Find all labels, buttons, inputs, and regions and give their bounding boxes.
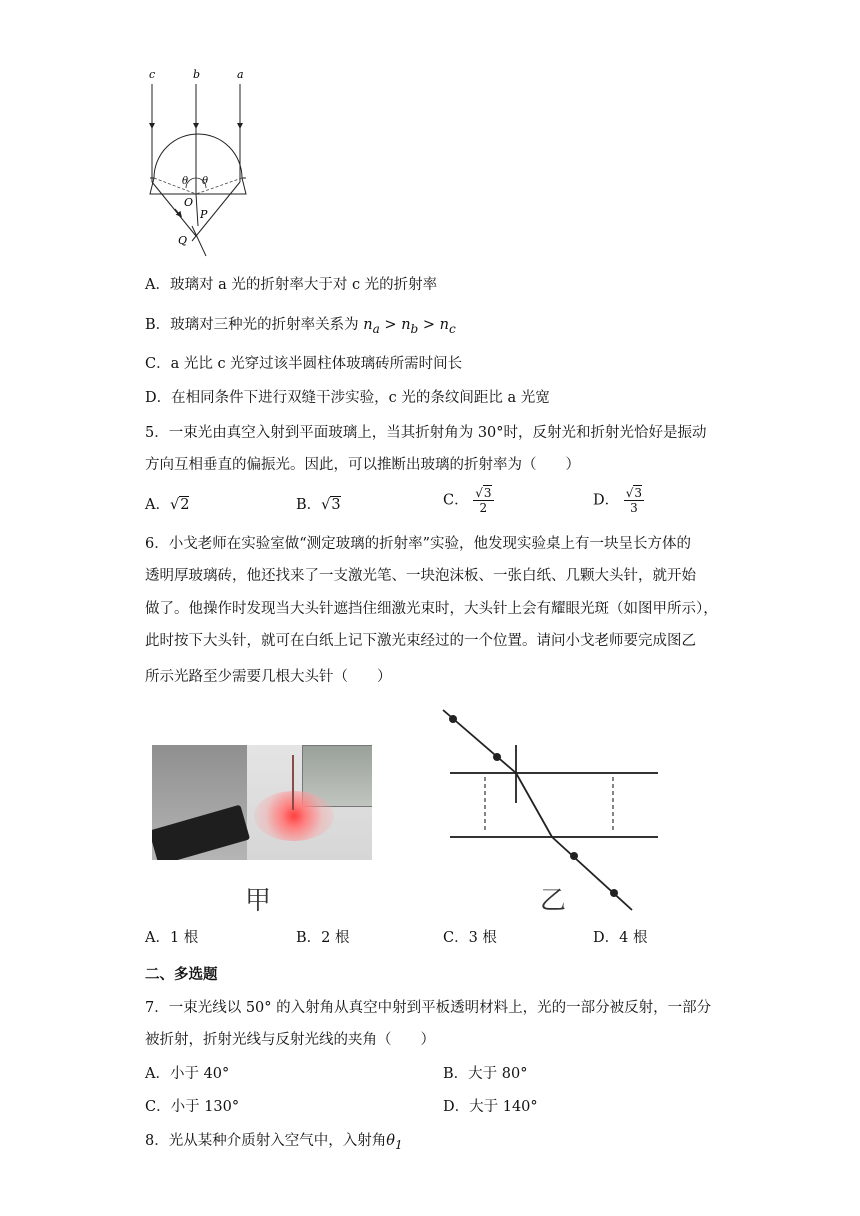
q6-option-a: A．1 根 — [145, 930, 199, 946]
q6-option-d: D．4 根 — [593, 930, 648, 946]
point-p: P — [200, 208, 208, 221]
q5-option-d: D． $\frac{√3}{3}$ — [593, 486, 643, 515]
q6-stem-line2: 透明厚玻璃砖，他还找来了一支激光笔、一块泡沫板、一张白纸、几颗大头针，就开始 — [145, 568, 696, 584]
q4-option-c: C．a 光比 c 光穿过该半圆柱体玻璃砖所需时间长 — [145, 356, 463, 372]
svg-text:θ: θ — [202, 176, 209, 187]
q7-option-d: D．大于 140° — [443, 1099, 538, 1115]
q7-stem-line2: 被折射，折射光线与反射光线的夹角（ ） — [145, 1032, 435, 1048]
q8-stem-line1: 8．光从某种介质射入空气中，入射角$\theta_1$ — [145, 1133, 403, 1152]
q6-stem-line3: 做了。他操作时发现当大头针遮挡住细激光束时，大头针上会有耀眼光斑（如图甲所示）， — [145, 601, 718, 617]
q4-option-d: D．在相同条件下进行双缝干涉实验，c 光的条纹间距比 a 光宽 — [145, 390, 550, 406]
q7-option-a: A．小于 40° — [145, 1066, 230, 1082]
q7-stem-line1: 7．一束光线以 50° 的入射角从真空中射到平板透明材料上，光的一部分被反射，一部分 — [145, 1000, 712, 1016]
figure-label-yi: 乙 — [540, 886, 567, 916]
laser-photo — [152, 745, 372, 860]
ray-label-a: a — [237, 68, 244, 81]
q4-option-b: B．玻璃对三种光的折射率关系为 $n_a > n_b > n_c$ — [145, 317, 456, 336]
pin-point — [610, 889, 618, 897]
q5-stem-line2: 方向互相垂直的偏振光。因此，可以推断出玻璃的折射率为（ ） — [145, 457, 580, 473]
section-title: 二、多选题 — [145, 966, 218, 983]
q5-option-c: C． $\frac{√3}{2}$ — [443, 486, 492, 515]
q5-stem-line1: 5．一束光由真空入射到平面玻璃上，当其折射角为 30°时，反射光和折射光恰好是振动 — [145, 425, 707, 441]
pin-point — [493, 753, 501, 761]
ray-label-c: c — [149, 68, 156, 81]
point-o: O — [184, 196, 194, 209]
q7-option-b: B．大于 80° — [443, 1066, 528, 1082]
glass-semicircle — [154, 134, 242, 178]
figure-label-jia: 甲 — [245, 886, 272, 916]
q6-option-c: C．3 根 — [443, 930, 497, 946]
q6-stem-line5: 所示光路至少需要几根大头针（ ） — [145, 669, 392, 685]
pin-point — [570, 852, 578, 860]
svg-text:θ: θ — [182, 176, 189, 187]
q6-stem-line4: 此时按下大头针，就可在白纸上记下激光束经过的一个位置。请问小戈老师要完成图乙 — [145, 633, 696, 649]
q6-option-b: B．2 根 — [296, 930, 350, 946]
q5-option-a: A．√2 — [145, 497, 190, 513]
point-q: Q — [178, 234, 188, 247]
semicircle-glass-figure — [140, 66, 260, 261]
q5-option-b: B．√3 — [296, 497, 341, 513]
ray-label-b: b — [193, 68, 201, 81]
pin-point — [449, 715, 457, 723]
q7-option-c: C．小于 130° — [145, 1099, 240, 1115]
q4-option-a: A．玻璃对 a 光的折射率大于对 c 光的折射率 — [145, 277, 438, 293]
q6-stem-line1: 6．小戈老师在实验室做“测定玻璃的折射率”实验，他发现实验桌上有一块呈长方体的 — [145, 536, 692, 552]
